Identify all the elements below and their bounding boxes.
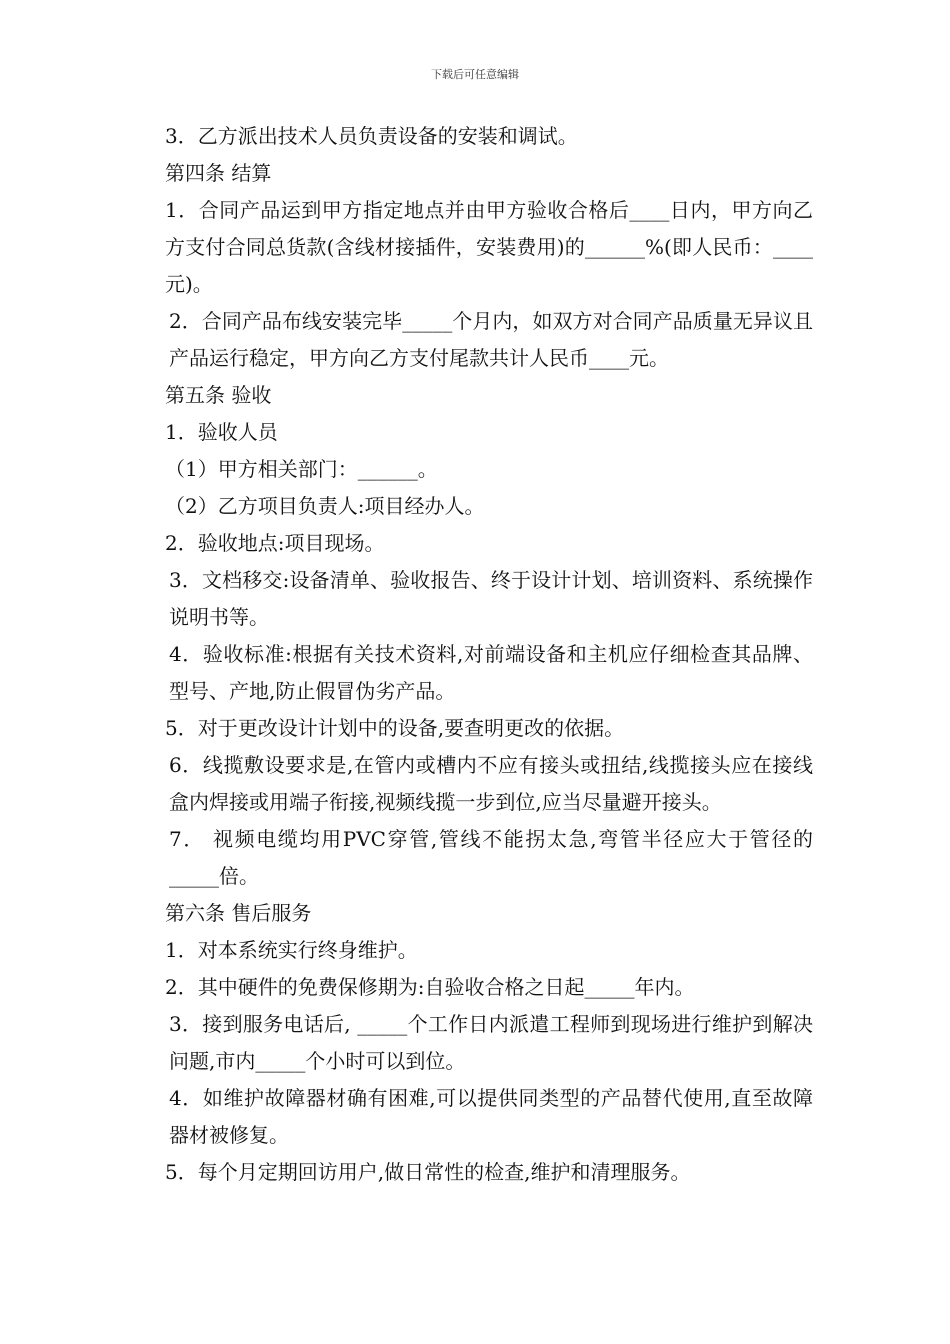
paragraph-party-a-dept: （1）甲方相关部门：______。 <box>165 457 438 481</box>
section-heading-after-sales: 第六条 售后服务 <box>165 901 312 925</box>
paragraph-cable-laying: 6．线揽敷设要求是,在管内或槽内不应有接头或扭结,线揽接头应在接线盒内焊接或用端子衔接,视频线揽一步到位,应当尽量避开接头。 <box>169 753 813 814</box>
paragraph-document-handover: 3．文档移交:设备清单、验收报告、终于设计计划、培训资料、系统操作说明书等。 <box>169 568 813 629</box>
document-body <box>145 118 813 1191</box>
paragraph-design-change: 5．对于更改设计计划中的设备,要查明更改的依据。 <box>165 716 625 740</box>
paragraph-payment-1: 1．合同产品运到甲方指定地点并由甲方验收合格后____日内，甲方向乙方支付合同总货款(含线材接插件，安装费用)的______%(即人民币：____元)。 <box>165 198 813 296</box>
paragraph-payment-2: 2．合同产品布线安装完毕_____个月内，如双方对合同产品质量无异议且产品运行稳定，甲方向乙方支付尾款共计人民币____元。 <box>169 309 813 370</box>
page-header-note: 下载后可任意编辑 <box>431 68 519 81</box>
paragraph-acceptance-staff: 1．验收人员 <box>165 420 278 444</box>
section-heading-settlement: 第四条 结算 <box>165 161 272 185</box>
paragraph-install: 3．乙方派出技术人员负责设备的安装和调试。 <box>165 124 578 148</box>
paragraph-acceptance-location: 2．验收地点:项目现场。 <box>165 531 385 555</box>
paragraph-replacement: 4．如维护故障器材确有困难,可以提供同类型的产品替代使用,直至故障器材被修复。 <box>169 1086 813 1147</box>
paragraph-lifetime-maintenance: 1．对本系统实行终身维护。 <box>165 938 418 962</box>
section-heading-acceptance: 第五条 验收 <box>165 383 272 407</box>
paragraph-party-b-lead: （2）乙方项目负责人:项目经办人。 <box>165 494 485 518</box>
paragraph-acceptance-standard: 4．验收标准:根据有关技术资料,对前端设备和主机应仔细检查其品牌、型号、产地,防止假冒伪劣产品。 <box>169 642 813 703</box>
paragraph-warranty-period: 2．其中硬件的免费保修期为:自验收合格之日起_____年内。 <box>165 975 695 999</box>
paragraph-monthly-visit: 5．每个月定期回访用户,做日常性的检查,维护和清理服务。 <box>165 1160 691 1184</box>
paragraph-service-response: 3．接到服务电话后, _____个工作日内派遣工程师到现场进行维护到解决问题,市内_____个小时可以到位。 <box>169 1012 813 1073</box>
paragraph-video-cable: 7． 视频电缆均用PVC穿管,管线不能拐太急,弯管半径应大于管径的_____倍。 <box>169 827 813 888</box>
